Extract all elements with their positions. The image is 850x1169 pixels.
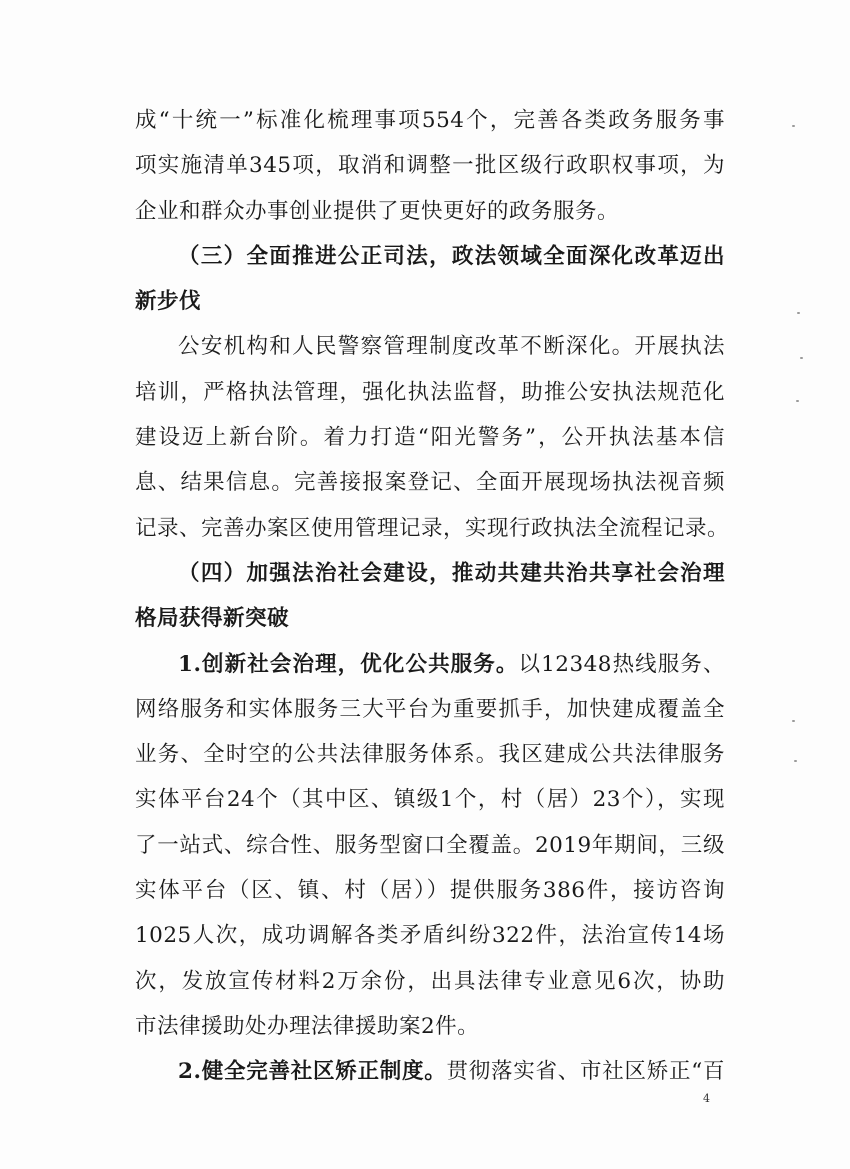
text-line: 实体平台24个（其中区、镇级1个，村（居）23个），实现 xyxy=(135,787,725,813)
document-body xyxy=(135,98,730,1095)
text-line: 实体平台（区、镇、村（居））提供服务386件，接访咨询 xyxy=(135,878,725,904)
text-line: 培训，严格执法管理，强化执法监督，助推公安执法规范化 xyxy=(135,379,725,405)
scan-speck xyxy=(794,760,797,762)
section-heading-line: 新步伐 xyxy=(135,289,202,315)
section-heading-line: 格局获得新突破 xyxy=(135,606,290,632)
section-heading-line: （四）加强法治社会建设，推动共建共治共享社会治理 xyxy=(178,560,725,586)
item-first-line xyxy=(135,1049,725,1094)
text-line: 了一站式、综合性、服务型窗口全覆盖。2019年期间，三级 xyxy=(135,832,725,858)
text-line: 企业和群众办事创业提供了更快更好的政务服务。 xyxy=(135,198,620,224)
text-line: 记录、完善办案区使用管理记录，实现行政执法全流程记录。 xyxy=(135,515,730,541)
text-line: 项实施清单345项，取消和调整一批区级行政职权事项，为 xyxy=(135,153,725,179)
item-lead: 2.健全完善社区矫正制度。 xyxy=(178,1059,447,1085)
scan-speck xyxy=(796,400,799,402)
scan-speck xyxy=(792,720,795,722)
section-heading-line: （三）全面推进公正司法，政法领域全面深化改革迈出 xyxy=(178,243,725,269)
scan-speck xyxy=(792,125,795,127)
text-line: 次，发放宣传材料2万余份，出具法律专业意见6次，协助 xyxy=(135,968,725,994)
item-lead: 1.创新社会治理，优化公共服务。 xyxy=(178,651,519,677)
item-text: 贯彻落实省、市社区矫正“百 xyxy=(446,1059,726,1085)
text-line: 网络服务和实体服务三大平台为重要抓手，加快建成覆盖全 xyxy=(135,696,725,722)
text-line: 公安机构和人民警察管理制度改革不断深化。开展执法 xyxy=(178,334,725,360)
scan-speck xyxy=(797,312,800,314)
scan-speck xyxy=(800,357,803,359)
text-line: 成“十统一”标准化梳理事项554个，完善各类政务服务事 xyxy=(135,108,725,133)
text-line: 1025人次，成功调解各类矛盾纠纷322件，法治宣传14场 xyxy=(135,923,725,949)
text-line: 业务、全时空的公共法律服务体系。我区建成公共法律服务 xyxy=(135,742,725,768)
text-line: 息、结果信息。完善接报案登记、全面开展现场执法视音频 xyxy=(135,470,725,496)
item-first-line xyxy=(135,642,725,687)
text-line: 建设迈上新台阶。着力打造“阳光警务”，公开执法基本信 xyxy=(135,425,725,451)
item-text: 以12348热线服务、 xyxy=(518,651,725,677)
page-number: 4 xyxy=(703,1092,710,1105)
text-line: 市法律援助处办理法律援助案2件。 xyxy=(135,1013,480,1039)
